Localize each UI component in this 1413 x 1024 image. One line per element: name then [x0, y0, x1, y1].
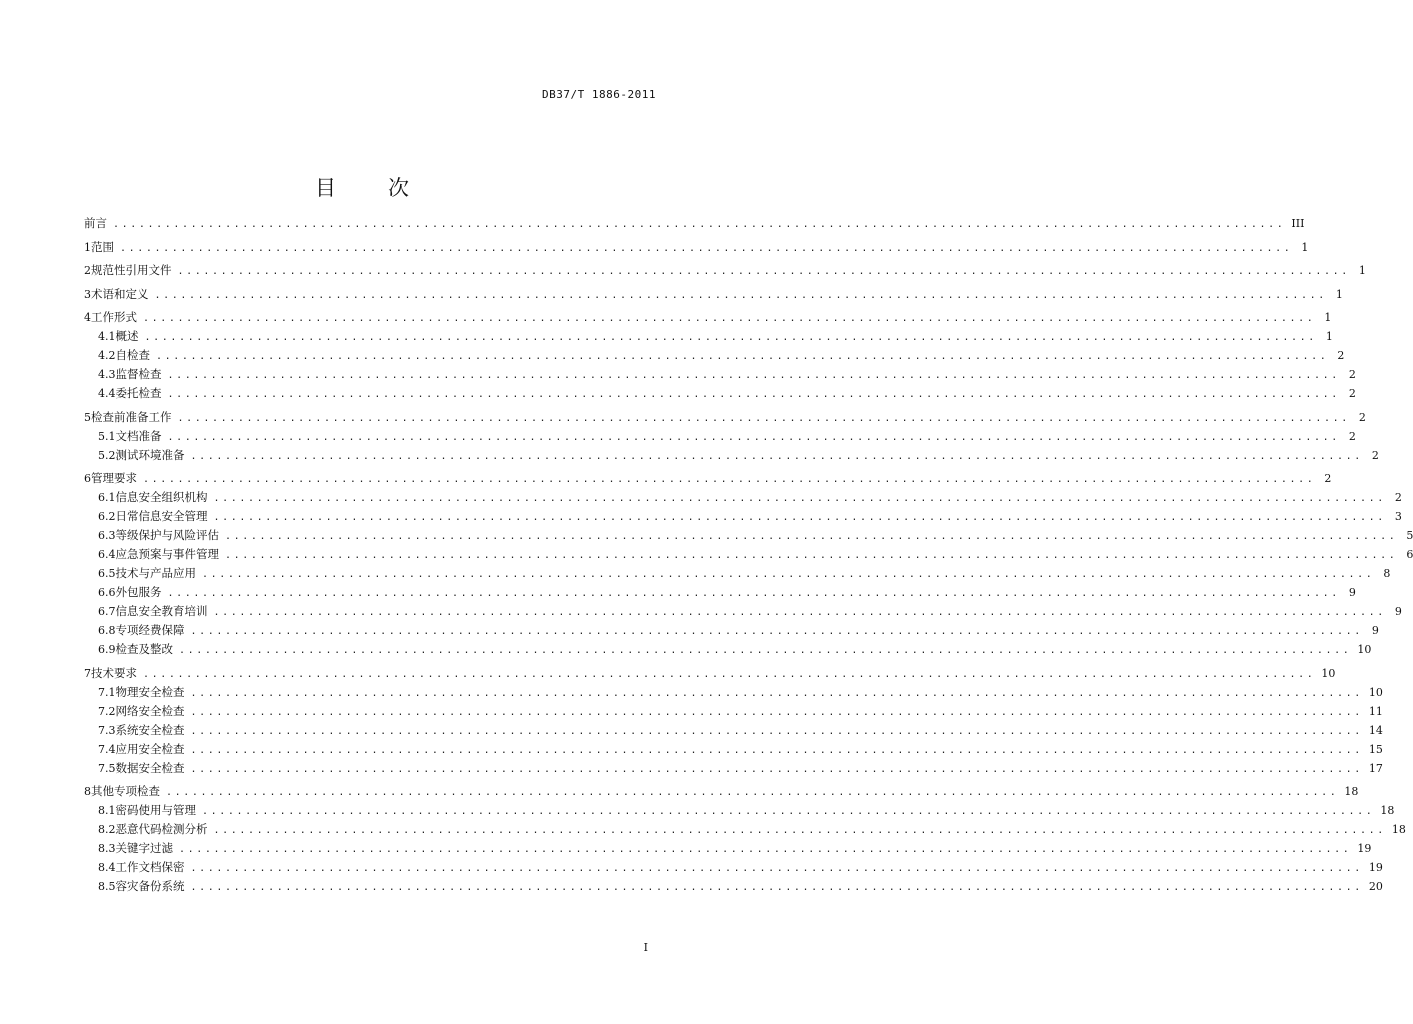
toc-section-entry[interactable]: [84, 664, 1336, 683]
toc-entry-page: 1: [1301, 240, 1309, 254]
toc-dot-leader: ........................................................................................................................................: [225, 531, 1398, 542]
toc-entry-label: 规范性引用文件: [91, 263, 172, 277]
toc-entry-page: 3: [1394, 510, 1402, 523]
toc-entry-label: 容灾备份系统: [115, 879, 185, 893]
toc-entry-page: 15: [1368, 742, 1383, 756]
toc-entry-page: 18: [1344, 785, 1359, 798]
toc-entry-page: 1: [1358, 264, 1366, 277]
toc-entry-number: 6.1: [98, 491, 116, 504]
toc-entry-page: 2: [1348, 429, 1356, 443]
toc-dot-leader: ........................................................................................................................................: [190, 725, 1363, 737]
toc-subsection-entry[interactable]: [84, 365, 1356, 384]
toc-dot-leader: ........................................................................................................................................: [202, 806, 1375, 817]
toc-entry-page: 5: [1406, 529, 1413, 542]
toc-entry-page: 2: [1371, 448, 1379, 462]
toc-entry-page: 20: [1368, 880, 1383, 893]
toc-subsection-entry[interactable]: [84, 427, 1356, 446]
toc-dot-leader: ........................................................................................................................................: [190, 687, 1363, 699]
toc-subsection-entry[interactable]: [84, 545, 1413, 564]
title-char-2: 次: [388, 176, 409, 201]
toc-section-entry[interactable]: [84, 308, 1332, 327]
toc-entry-page: 1: [1335, 287, 1343, 301]
toc-entry-number: 6: [84, 472, 91, 485]
toc-dot-leader: ........................................................................................................................................: [202, 569, 1375, 580]
toc-subsection-entry[interactable]: [84, 759, 1383, 778]
toc-entry-label: 专项经费保障: [115, 623, 185, 637]
toc-entry-page: 2: [1358, 410, 1366, 424]
toc-entry-number: 6.4: [98, 548, 116, 561]
toc-entry-page: 10: [1321, 666, 1336, 680]
toc-entry-page: 1: [1324, 311, 1332, 324]
toc-entry-label: 工作文档保密: [115, 860, 185, 874]
toc-entry-label: 密码使用与管理: [115, 803, 196, 817]
toc-section-entry[interactable]: [84, 285, 1343, 304]
toc-dot-leader: ........................................................................................................................................: [177, 412, 1350, 424]
table-of-contents: [84, 214, 1413, 896]
toc-entry-page: 2: [1348, 368, 1356, 381]
toc-dot-leader: ........................................................................................................................................: [190, 706, 1363, 718]
toc-dot-leader: ........................................................................................................................................: [167, 370, 1340, 381]
toc-subsection-entry[interactable]: [84, 583, 1356, 602]
toc-dot-leader: ........................................................................................................................................: [113, 219, 1286, 230]
toc-entry-number: 7.1: [98, 685, 116, 699]
toc-dot-leader: ........................................................................................................................................: [213, 607, 1386, 618]
toc-entry-label: 系统安全检查: [115, 722, 185, 737]
toc-entry-page: 17: [1368, 761, 1383, 775]
toc-entry-number: 5: [84, 410, 91, 424]
toc-entry-number: 4.1: [98, 330, 116, 343]
toc-dot-leader: ........................................................................................................................................: [167, 431, 1340, 443]
toc-entry-number: 4: [84, 311, 91, 324]
toc-entry-page: 18: [1380, 804, 1395, 817]
toc-entry-label: 监督检查: [115, 367, 162, 381]
footer-page-number: I: [643, 941, 648, 954]
toc-entry-label: 其他专项检查: [91, 784, 160, 798]
toc-subsection-entry[interactable]: [84, 640, 1372, 659]
toc-dot-leader: ........................................................................................................................................: [190, 882, 1363, 893]
toc-subsection-entry[interactable]: [84, 384, 1356, 403]
toc-entry-page: 9: [1394, 605, 1402, 618]
toc-entry-number: 6.8: [98, 624, 116, 637]
toc-entry-page: 9: [1371, 624, 1379, 637]
toc-entry-page: 9: [1348, 586, 1356, 599]
toc-section-entry[interactable]: [84, 782, 1359, 801]
toc-subsection-entry[interactable]: [84, 602, 1402, 621]
toc-entry-label: 概述: [115, 329, 139, 343]
toc-section-entry[interactable]: [84, 238, 1309, 257]
toc-subsection-entry[interactable]: [84, 446, 1379, 465]
toc-entry-label: 检查前准备工作: [91, 409, 172, 424]
toc-entry-label: 应急预案与事件管理: [115, 547, 219, 561]
toc-entry-label: 术语和定义: [91, 286, 149, 301]
toc-entry-page: 2: [1394, 491, 1402, 504]
toc-subsection-entry[interactable]: [84, 858, 1383, 877]
toc-dot-leader: ........................................................................................................................................: [179, 844, 1352, 855]
toc-entry-page: 10: [1368, 685, 1383, 699]
toc-subsection-entry[interactable]: [84, 327, 1333, 346]
toc-dot-leader: ........................................................................................................................................: [213, 512, 1386, 523]
toc-dot-leader: ........................................................................................................................................: [190, 744, 1363, 756]
toc-entry-page: 19: [1368, 861, 1383, 874]
toc-entry-number: 3: [84, 287, 91, 301]
toc-entry-number: 4.2: [98, 349, 116, 362]
toc-entry-number: 5.1: [98, 429, 116, 443]
toc-entry-number: 4.4: [98, 387, 116, 400]
toc-dot-leader: ........................................................................................................................................: [143, 668, 1316, 680]
toc-entry-page: 14: [1368, 723, 1383, 737]
toc-entry-label: 自检查: [115, 348, 150, 362]
toc-section-entry[interactable]: [84, 214, 1305, 233]
toc-dot-leader: ........................................................................................................................................: [143, 474, 1316, 485]
toc-entry-label: 管理要求: [91, 471, 137, 485]
toc-entry-label: 日常信息安全管理: [115, 509, 208, 523]
toc-entry-page: III: [1291, 217, 1305, 230]
toc-subsection-entry[interactable]: [84, 702, 1383, 721]
toc-entry-label: 技术与产品应用: [115, 566, 196, 580]
toc-entry-page: 18: [1391, 823, 1406, 836]
toc-subsection-entry[interactable]: [84, 346, 1345, 365]
toc-dot-leader: ........................................................................................................................................: [190, 763, 1363, 775]
toc-dot-leader: ........................................................................................................................................: [120, 242, 1293, 254]
toc-subsection-entry[interactable]: [84, 721, 1383, 740]
toc-entry-page: 8: [1383, 567, 1391, 580]
page-title: [0, 172, 724, 202]
toc-entry-label: 物理安全检查: [115, 684, 185, 699]
toc-entry-page: 11: [1368, 704, 1383, 718]
toc-dot-leader: ........................................................................................................................................: [190, 450, 1363, 462]
toc-entry-number: 7.2: [98, 704, 116, 718]
toc-entry-label: 网络安全检查: [115, 703, 185, 718]
toc-entry-number: 5.2: [98, 448, 116, 462]
toc-dot-leader: ........................................................................................................................................: [144, 332, 1317, 343]
toc-entry-number: 6.6: [98, 586, 116, 599]
toc-dot-leader: ........................................................................................................................................: [143, 313, 1316, 324]
toc-entry-page: 2: [1324, 472, 1332, 485]
toc-entry-label: 范围: [91, 239, 114, 254]
toc-entry-label: 信息安全教育培训: [115, 604, 208, 618]
toc-entry-label: 外包服务: [115, 585, 162, 599]
toc-entry-page: 6: [1406, 548, 1413, 561]
toc-entry-label: 前言: [84, 216, 107, 230]
toc-entry-number: 7.5: [98, 761, 116, 775]
toc-dot-leader: ........................................................................................................................................: [213, 493, 1386, 504]
toc-entry-page: 2: [1348, 387, 1356, 400]
toc-entry-label: 文档准备: [115, 428, 162, 443]
toc-dot-leader: ........................................................................................................................................: [190, 863, 1363, 874]
toc-section-entry[interactable]: [84, 469, 1332, 488]
toc-entry-number: 7.4: [98, 742, 116, 756]
toc-section-entry[interactable]: [84, 408, 1366, 427]
toc-subsection-entry[interactable]: [84, 740, 1383, 759]
toc-entry-page: 2: [1337, 349, 1345, 362]
toc-dot-leader: ........................................................................................................................................: [225, 550, 1398, 561]
toc-entry-label: 等级保护与风险评估: [115, 528, 219, 542]
toc-entry-label: 应用安全检查: [115, 741, 185, 756]
toc-entry-number: 8.2: [98, 823, 116, 836]
toc-entry-number: 2: [84, 264, 91, 277]
toc-subsection-entry[interactable]: [84, 683, 1383, 702]
document-id: DB37/T 1886-2011: [542, 88, 656, 101]
toc-dot-leader: ........................................................................................................................................: [213, 825, 1386, 836]
toc-entry-number: 8.4: [98, 861, 116, 874]
toc-subsection-entry[interactable]: [84, 877, 1383, 896]
toc-entry-label: 检查及整改: [115, 642, 173, 656]
toc-subsection-entry[interactable]: [84, 820, 1406, 839]
toc-entry-number: 7: [84, 666, 91, 680]
toc-entry-page: 1: [1325, 330, 1333, 343]
toc-dot-leader: ........................................................................................................................................: [154, 289, 1327, 301]
toc-subsection-entry[interactable]: [84, 621, 1379, 640]
toc-dot-leader: ........................................................................................................................................: [179, 645, 1352, 656]
toc-subsection-entry[interactable]: [84, 488, 1402, 507]
toc-entry-page: 19: [1357, 842, 1372, 855]
toc-entry-label: 恶意代码检测分析: [115, 822, 208, 836]
toc-entry-label: 技术要求: [91, 665, 137, 680]
toc-entry-number: 6.5: [98, 567, 116, 580]
toc-entry-number: 6.3: [98, 529, 116, 542]
toc-dot-leader: ........................................................................................................................................: [190, 626, 1363, 637]
toc-subsection-entry[interactable]: [84, 801, 1395, 820]
toc-dot-leader: ........................................................................................................................................: [166, 787, 1339, 798]
toc-entry-label: 测试环境准备: [115, 447, 185, 462]
toc-entry-number: 4.3: [98, 368, 116, 381]
toc-entry-label: 委托检查: [115, 386, 162, 400]
toc-subsection-entry[interactable]: [84, 526, 1413, 545]
title-char-1: 目: [315, 176, 336, 201]
toc-subsection-entry[interactable]: [84, 839, 1372, 858]
toc-entry-number: 7.3: [98, 723, 116, 737]
toc-section-entry[interactable]: [84, 261, 1366, 280]
toc-entry-label: 数据安全检查: [115, 760, 185, 775]
toc-entry-number: 8: [84, 785, 91, 798]
toc-dot-leader: ........................................................................................................................................: [177, 266, 1350, 277]
toc-entry-label: 信息安全组织机构: [115, 490, 208, 504]
toc-entry-number: 8.3: [98, 842, 116, 855]
toc-entry-number: 8.1: [98, 804, 116, 817]
toc-entry-number: 6.9: [98, 643, 116, 656]
toc-dot-leader: ........................................................................................................................................: [167, 389, 1340, 400]
toc-dot-leader: ........................................................................................................................................: [167, 588, 1340, 599]
toc-dot-leader: ........................................................................................................................................: [156, 351, 1329, 362]
toc-entry-label: 工作形式: [91, 310, 137, 324]
toc-subsection-entry[interactable]: [84, 564, 1391, 583]
toc-entry-number: 6.2: [98, 510, 116, 523]
toc-entry-label: 关键字过滤: [115, 841, 173, 855]
toc-subsection-entry[interactable]: [84, 507, 1402, 526]
toc-entry-number: 1: [84, 240, 91, 254]
toc-entry-number: 8.5: [98, 880, 116, 893]
toc-entry-number: 6.7: [98, 605, 116, 618]
toc-entry-page: 10: [1357, 643, 1372, 656]
